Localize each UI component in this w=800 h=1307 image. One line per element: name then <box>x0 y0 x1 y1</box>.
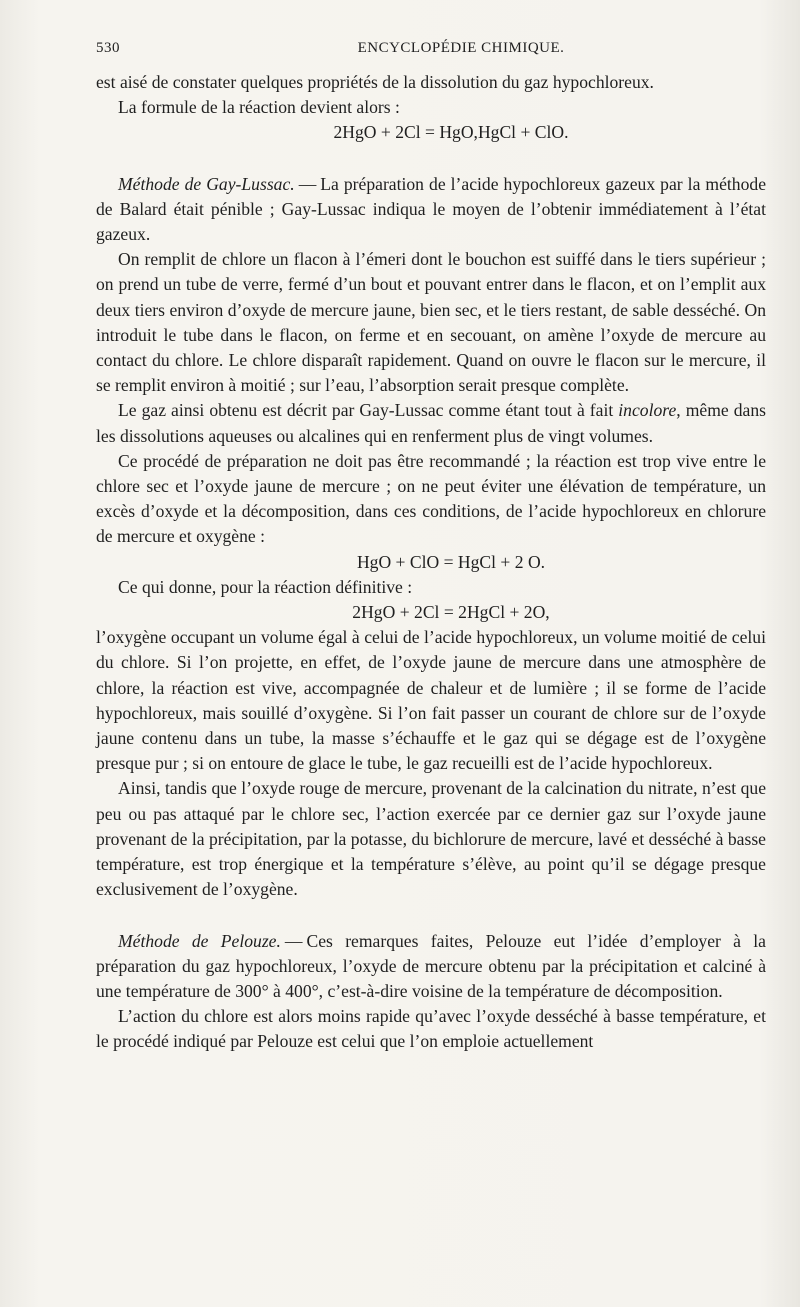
paragraph: Ce procédé de préparation ne doit pas être recommandé ; la réaction est trop vive entre le chlore sec et l’oxyde jaune de mercure ; on ne peut éviter une élévation de température, un excès d’oxyde et la décomposition, dans ces conditions, de l’acide hypochloreux en chlorure de mercure et oxygène : <box>96 450 766 547</box>
page-number: 530 <box>96 40 120 56</box>
paragraph-text: La préparation de l’acide hypochloreux gazeux par la méthode de Balard était pénible ; Gay-Lussac indiqua le moyen de l’obtenir immédiatement à l’état gazeux. <box>96 173 766 245</box>
paragraph: La formule de la réaction devient alors : <box>118 97 400 118</box>
formula: 2HgO + 2Cl = 2HgCl + 2O, <box>352 602 550 623</box>
paragraph-text: , même dans les dissolutions aqueuses ou alcalines qui en renferment plus de vingt volumes. <box>96 400 766 446</box>
paragraph: l’oxygène occupant un volume égal à celui de l’acide hypochloreux, un volume moitié de celui du chlore. Si l’on projette, en effet, de l’oxyde jaune de mercure dans une atmosphère de chlore, la réaction est vive, accompagnée de chaleur et de lumière ; il se forme de l’acide hypochloreux, mais souillé d’oxygène. Si l’on fait passer un courant de chlore sur de l’oxyde jaune contenu dans un tube, la masse s’échauffe et le gaz qui se dégage est de l’oxygène presque pur ; si on entoure de glace le tube, le gaz recueilli est de l’acide hypochloreux. <box>96 627 766 774</box>
section-gap <box>96 903 766 929</box>
body-text <box>96 70 766 1055</box>
page-header <box>96 36 766 70</box>
emphasis: incolore <box>618 400 677 421</box>
running-title: ENCYCLOPÉDIE CHIMIQUE. <box>357 40 565 56</box>
paragraph-text: Ces remarques faites, Pelouze eut l’idée d’employer à la préparation du gaz hypochloreux, l’oxyde de mercure obtenu par la précipitation et calciné à une température de 300° à 400°, c’est-à-dire voisine de la température de décomposition. <box>96 930 766 1001</box>
paragraph: Ainsi, tandis que l’oxyde rouge de mercure, provenant de la calcination du nitrate, n’est que peu ou pas attaqué par le chlore sec, l’action exercée par ce dernier gaz sur l’oxyde jaune provenant de la précipitation, par la potasse, du bichlorure de mercure, lavé et desséché à basse température, est trop énergique et la température s’élève, au point qu’il se dégage presque exclusivement de l’oxygène. <box>96 778 766 900</box>
em-dash: — <box>298 173 317 194</box>
paragraph <box>96 398 766 448</box>
paragraph: Ce qui donne, pour la réaction définitive : <box>118 576 413 597</box>
section-heading: Méthode de Gay-Lussac. <box>118 173 295 194</box>
section-heading: Méthode de Pelouze. <box>118 930 281 951</box>
paragraph-gay-lussac <box>96 172 766 248</box>
em-dash: — <box>284 930 303 951</box>
paragraph: On remplit de chlore un flacon à l’émeri dont le bouchon est suiffé dans le tiers supérieur ; on prend un tube de verre, fermé d’un bout et pouvant entrer dans le flacon, et on l’emplit aux deux tiers environ d’oxyde de mercure jaune, bien sec, et le tiers restant, de sable desséché. On introduit le tube dans le flacon, on ferme et en secouant, on amène l’oxyde de mercure au contact du chlore. Le chlore disparaît rapidement. Quand on ouvre le flacon sur le mercure, il se remplit environ à moitié ; sur l’eau, l’absorption serait presque complète. <box>96 249 766 396</box>
paragraph: est aisé de constater quelques propriétés de la dissolution du gaz hypochloreux. <box>96 72 654 92</box>
section-gap <box>96 146 766 172</box>
paragraph: L’action du chlore est alors moins rapide qu’avec l’oxyde desséché à basse température, et le procédé indiqué par Pelouze est celui que l’on emploie actuellement <box>96 1006 766 1052</box>
formula: 2HgO + 2Cl = HgO,HgCl + ClO. <box>333 122 569 143</box>
paragraph-text: Le gaz ainsi obtenu est décrit par Gay-Lussac comme étant tout à fait <box>118 400 619 421</box>
formula: HgO + ClO = HgCl + 2 O. <box>356 551 546 572</box>
paragraph-pelouze <box>96 929 766 1005</box>
